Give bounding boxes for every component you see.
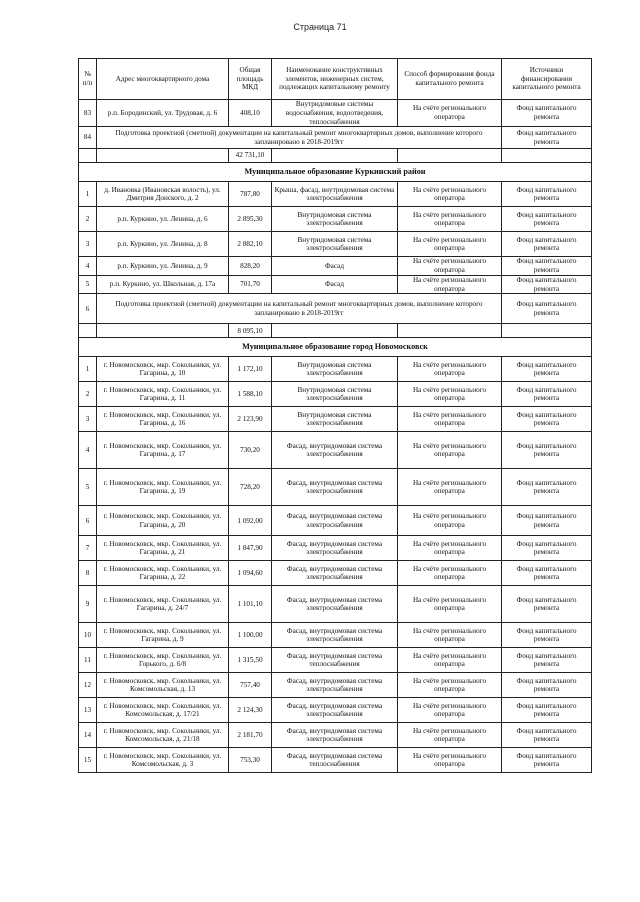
row-number: 13 — [79, 698, 97, 723]
row-method: На счёте регионального оператора — [398, 536, 502, 561]
row-source: Фонд капитального ремонта — [502, 275, 592, 294]
row-number: 12 — [79, 673, 97, 698]
row-method: На счёте регионального оператора — [398, 673, 502, 698]
row-method: На счёте регионального оператора — [398, 748, 502, 773]
row-address: г. Новомосковск, мкр. Сокольники, ул. Гагарина, д. 17 — [97, 432, 229, 469]
row-elements: Внутридомовая система электроснабжения — [272, 407, 398, 432]
table-row — [79, 748, 592, 773]
row-number: 84 — [79, 127, 97, 149]
row-area: 1 315,50 — [229, 648, 272, 673]
row-address: г. Новомосковск, мкр. Сокольники, ул. Гагарина, д. 22 — [97, 561, 229, 586]
row-method: На счёте регионального оператора — [398, 275, 502, 294]
page-label: Страница 71 — [293, 22, 347, 32]
row-method: На счёте регионального оператора — [398, 698, 502, 723]
table-row — [79, 100, 592, 127]
row-number: 83 — [79, 100, 97, 127]
total-empty-cell — [272, 149, 398, 163]
row-elements: Фасад, внутридомовая система электроснабжения — [272, 673, 398, 698]
total-area: 8 095,10 — [229, 324, 272, 338]
row-address: р.п. Бородинский, ул. Трудовая, д. 6 — [97, 100, 229, 127]
row-method: На счёте регионального оператора — [398, 182, 502, 207]
row-area: 1 588,10 — [229, 382, 272, 407]
row-source: Фонд капитального ремонта — [502, 432, 592, 469]
row-source: Фонд капитального ремонта — [502, 382, 592, 407]
row-number: 8 — [79, 561, 97, 586]
row-method: На счёте регионального оператора — [398, 357, 502, 382]
table-row — [79, 723, 592, 748]
row-method: На счёте регионального оператора — [398, 723, 502, 748]
total-empty-cell — [502, 324, 592, 338]
design-work-row — [79, 127, 592, 149]
row-source: Фонд капитального ремонта — [502, 294, 592, 324]
total-empty-cell — [398, 324, 502, 338]
row-number: 9 — [79, 586, 97, 623]
row-method: На счёте регионального оператора — [398, 469, 502, 506]
table-row — [79, 275, 592, 294]
row-method: На счёте регионального оператора — [398, 561, 502, 586]
row-source: Фонд капитального ремонта — [502, 698, 592, 723]
row-address: г. Новомосковск, мкр. Сокольники, ул. Горького, д. 6/8 — [97, 648, 229, 673]
row-number: 5 — [79, 275, 97, 294]
municipality-title: Муниципальное образование Куркинский район — [79, 163, 592, 182]
row-elements: Фасад, внутридомовая система теплоснабжения — [272, 748, 398, 773]
row-area: 1 172,10 — [229, 357, 272, 382]
table-row — [79, 207, 592, 232]
municipality-section-row — [79, 338, 592, 357]
row-source: Фонд капитального ремонта — [502, 561, 592, 586]
row-elements: Фасад — [272, 275, 398, 294]
row-area: 2 181,70 — [229, 723, 272, 748]
row-number: 2 — [79, 382, 97, 407]
row-method: На счёте регионального оператора — [398, 506, 502, 536]
row-method: На счёте регионального оператора — [398, 407, 502, 432]
row-address: р.п. Куркино, ул. Ленина, д. 9 — [97, 257, 229, 276]
design-work-row — [79, 294, 592, 324]
row-source: Фонд капитального ремонта — [502, 357, 592, 382]
row-address: р.п. Куркино, ул. Ленина, д. 6 — [97, 207, 229, 232]
row-number: 14 — [79, 723, 97, 748]
row-elements: Внутридомовая система электроснабжения — [272, 382, 398, 407]
table-row — [79, 432, 592, 469]
row-elements: Фасад, внутридомовая система теплоснабжения — [272, 648, 398, 673]
row-area: 701,70 — [229, 275, 272, 294]
row-elements: Внутридомовая система электроснабжения — [272, 357, 398, 382]
row-method: На счёте регионального оператора — [398, 648, 502, 673]
row-source: Фонд капитального ремонта — [502, 257, 592, 276]
total-empty-cell — [79, 324, 97, 338]
row-elements: Фасад, внутридомовая система электроснабжения — [272, 698, 398, 723]
row-source: Фонд капитального ремонта — [502, 673, 592, 698]
total-row — [79, 149, 592, 163]
row-method: На счёте регионального оператора — [398, 623, 502, 648]
table-row — [79, 698, 592, 723]
row-address: д. Ивановка (Ивановская волость), ул. Дмитрия Донского, д. 2 — [97, 182, 229, 207]
row-elements: Фасад, внутридомовая система электроснабжения — [272, 623, 398, 648]
row-number: 3 — [79, 407, 97, 432]
row-source: Фонд капитального ремонта — [502, 127, 592, 149]
row-source: Фонд капитального ремонта — [502, 748, 592, 773]
row-number: 6 — [79, 506, 97, 536]
design-work-text: Подготовка проектной (сметной) документации на капитальный ремонт многоквартирных домов, выполнение которого запланировано в 2018-2019гг — [97, 294, 502, 324]
row-elements: Внутридомовая система электроснабжения — [272, 207, 398, 232]
row-address: г. Новомосковск, мкр. Сокольники, ул. Гагарина, д. 16 — [97, 407, 229, 432]
table-row — [79, 357, 592, 382]
row-address: г. Новомосковск, мкр. Сокольники, ул. Комсомольская, д. 3 — [97, 748, 229, 773]
row-elements: Фасад, внутридомовая система электроснабжения — [272, 536, 398, 561]
row-elements: Внутридомовые системы водоснабжения, водоотведения, теплоснабжения — [272, 100, 398, 127]
table-row — [79, 257, 592, 276]
row-number: 3 — [79, 232, 97, 257]
row-method: На счёте регионального оператора — [398, 232, 502, 257]
row-number: 10 — [79, 623, 97, 648]
capital-repair-table — [78, 58, 592, 773]
table-row — [79, 536, 592, 561]
row-area: 730,20 — [229, 432, 272, 469]
row-number: 6 — [79, 294, 97, 324]
row-area: 1 101,10 — [229, 586, 272, 623]
row-address: г. Новомосковск, мкр. Сокольники, ул. Гагарина, д. 20 — [97, 506, 229, 536]
row-method: На счёте регионального оператора — [398, 586, 502, 623]
row-area: 2 882,10 — [229, 232, 272, 257]
table-row — [79, 623, 592, 648]
row-address: г. Новомосковск, мкр. Сокольники, ул. Комсомольская, д. 13 — [97, 673, 229, 698]
total-empty-cell — [502, 149, 592, 163]
row-area: 408,10 — [229, 100, 272, 127]
row-address: г. Новомосковск, мкр. Сокольники, ул. Комсомольская, д. 21/18 — [97, 723, 229, 748]
table-row — [79, 382, 592, 407]
row-elements: Фасад, внутридомовая система электроснабжения — [272, 561, 398, 586]
row-address: г. Новомосковск, мкр. Сокольники, ул. Гагарина, д. 19 — [97, 469, 229, 506]
table-row — [79, 561, 592, 586]
row-address: р.п. Куркино, ул. Ленина, д. 8 — [97, 232, 229, 257]
row-source: Фонд капитального ремонта — [502, 407, 592, 432]
table-row — [79, 232, 592, 257]
total-empty-cell — [272, 324, 398, 338]
row-area: 1 100,00 — [229, 623, 272, 648]
row-method: На счёте регионального оператора — [398, 207, 502, 232]
row-number: 11 — [79, 648, 97, 673]
row-elements: Фасад, внутридомовая система электроснабжения — [272, 723, 398, 748]
row-number: 2 — [79, 207, 97, 232]
row-method: На счёте регионального оператора — [398, 257, 502, 276]
table-row — [79, 586, 592, 623]
row-source: Фонд капитального ремонта — [502, 506, 592, 536]
row-number: 7 — [79, 536, 97, 561]
design-work-text: Подготовка проектной (сметной) документации на капитальный ремонт многоквартирных домов, выполнение которого запланировано в 2018-2019гг — [97, 127, 502, 149]
row-area: 1 092,00 — [229, 506, 272, 536]
row-number: 15 — [79, 748, 97, 773]
row-source: Фонд капитального ремонта — [502, 586, 592, 623]
row-area: 2 895,30 — [229, 207, 272, 232]
table-header-row — [79, 59, 592, 100]
total-empty-cell — [97, 149, 229, 163]
row-address: г. Новомосковск, мкр. Сокольники, ул. Комсомольская, д. 17/21 — [97, 698, 229, 723]
header-method: Способ формирования фонда капитального ремонта — [398, 59, 502, 100]
row-address: г. Новомосковск, мкр. Сокольники, ул. Гагарина, д. 24/7 — [97, 586, 229, 623]
row-area: 828,20 — [229, 257, 272, 276]
row-method: На счёте регионального оператора — [398, 100, 502, 127]
header-num: № п/п — [79, 59, 97, 100]
header-address: Адрес многоквартирного дома — [97, 59, 229, 100]
total-empty-cell — [79, 149, 97, 163]
row-source: Фонд капитального ремонта — [502, 100, 592, 127]
row-source: Фонд капитального ремонта — [502, 723, 592, 748]
row-area: 787,80 — [229, 182, 272, 207]
row-area: 2 123,90 — [229, 407, 272, 432]
row-elements: Фасад — [272, 257, 398, 276]
row-source: Фонд капитального ремонта — [502, 232, 592, 257]
row-elements: Фасад, внутридомовая система электроснабжения — [272, 469, 398, 506]
table-row — [79, 469, 592, 506]
table-row — [79, 673, 592, 698]
row-number: 4 — [79, 432, 97, 469]
row-source: Фонд капитального ремонта — [502, 469, 592, 506]
row-area: 757,40 — [229, 673, 272, 698]
table-row — [79, 648, 592, 673]
table-body — [79, 100, 592, 773]
header-area: Общая площадь МКД — [229, 59, 272, 100]
row-source: Фонд капитального ремонта — [502, 536, 592, 561]
row-number: 5 — [79, 469, 97, 506]
municipality-section-row — [79, 163, 592, 182]
row-area: 1 847,90 — [229, 536, 272, 561]
row-address: г. Новомосковск, мкр. Сокольники, ул. Гагарина, д. 9 — [97, 623, 229, 648]
table-row — [79, 506, 592, 536]
row-number: 4 — [79, 257, 97, 276]
row-area: 753,30 — [229, 748, 272, 773]
total-row — [79, 324, 592, 338]
row-source: Фонд капитального ремонта — [502, 207, 592, 232]
total-area: 42 731,10 — [229, 149, 272, 163]
row-elements: Фасад, внутридомовая система электроснабжения — [272, 506, 398, 536]
header-source: Источники финансирования капитального ремонта — [502, 59, 592, 100]
row-elements: Фасад, внутридомовая система электроснабжения — [272, 586, 398, 623]
row-source: Фонд капитального ремонта — [502, 182, 592, 207]
row-address: г. Новомосковск, мкр. Сокольники, ул. Гагарина, д. 10 — [97, 357, 229, 382]
header-elements: Наименование конструктивных элементов, инженерных систем, подлежащих капитальному ремонту — [272, 59, 398, 100]
row-area: 2 124,30 — [229, 698, 272, 723]
row-number: 1 — [79, 182, 97, 207]
total-empty-cell — [398, 149, 502, 163]
row-method: На счёте регионального оператора — [398, 382, 502, 407]
row-address: г. Новомосковск, мкр. Сокольники, ул. Гагарина, д. 21 — [97, 536, 229, 561]
total-empty-cell — [97, 324, 229, 338]
table-row — [79, 182, 592, 207]
row-area: 728,20 — [229, 469, 272, 506]
row-method: На счёте регионального оператора — [398, 432, 502, 469]
row-address: р.п. Куркино, ул. Школьная, д. 17а — [97, 275, 229, 294]
row-address: г. Новомосковск, мкр. Сокольники, ул. Гагарина, д. 11 — [97, 382, 229, 407]
row-source: Фонд капитального ремонта — [502, 623, 592, 648]
row-elements: Крыша, фасад, внутридомовая система электроснабжения — [272, 182, 398, 207]
row-area: 1 094,60 — [229, 561, 272, 586]
table-row — [79, 407, 592, 432]
row-elements: Внутридомовая система электроснабжения — [272, 232, 398, 257]
municipality-title: Муниципальное образование город Новомосковск — [79, 338, 592, 357]
row-elements: Фасад, внутридомовая система электроснабжения — [272, 432, 398, 469]
row-number: 1 — [79, 357, 97, 382]
row-source: Фонд капитального ремонта — [502, 648, 592, 673]
